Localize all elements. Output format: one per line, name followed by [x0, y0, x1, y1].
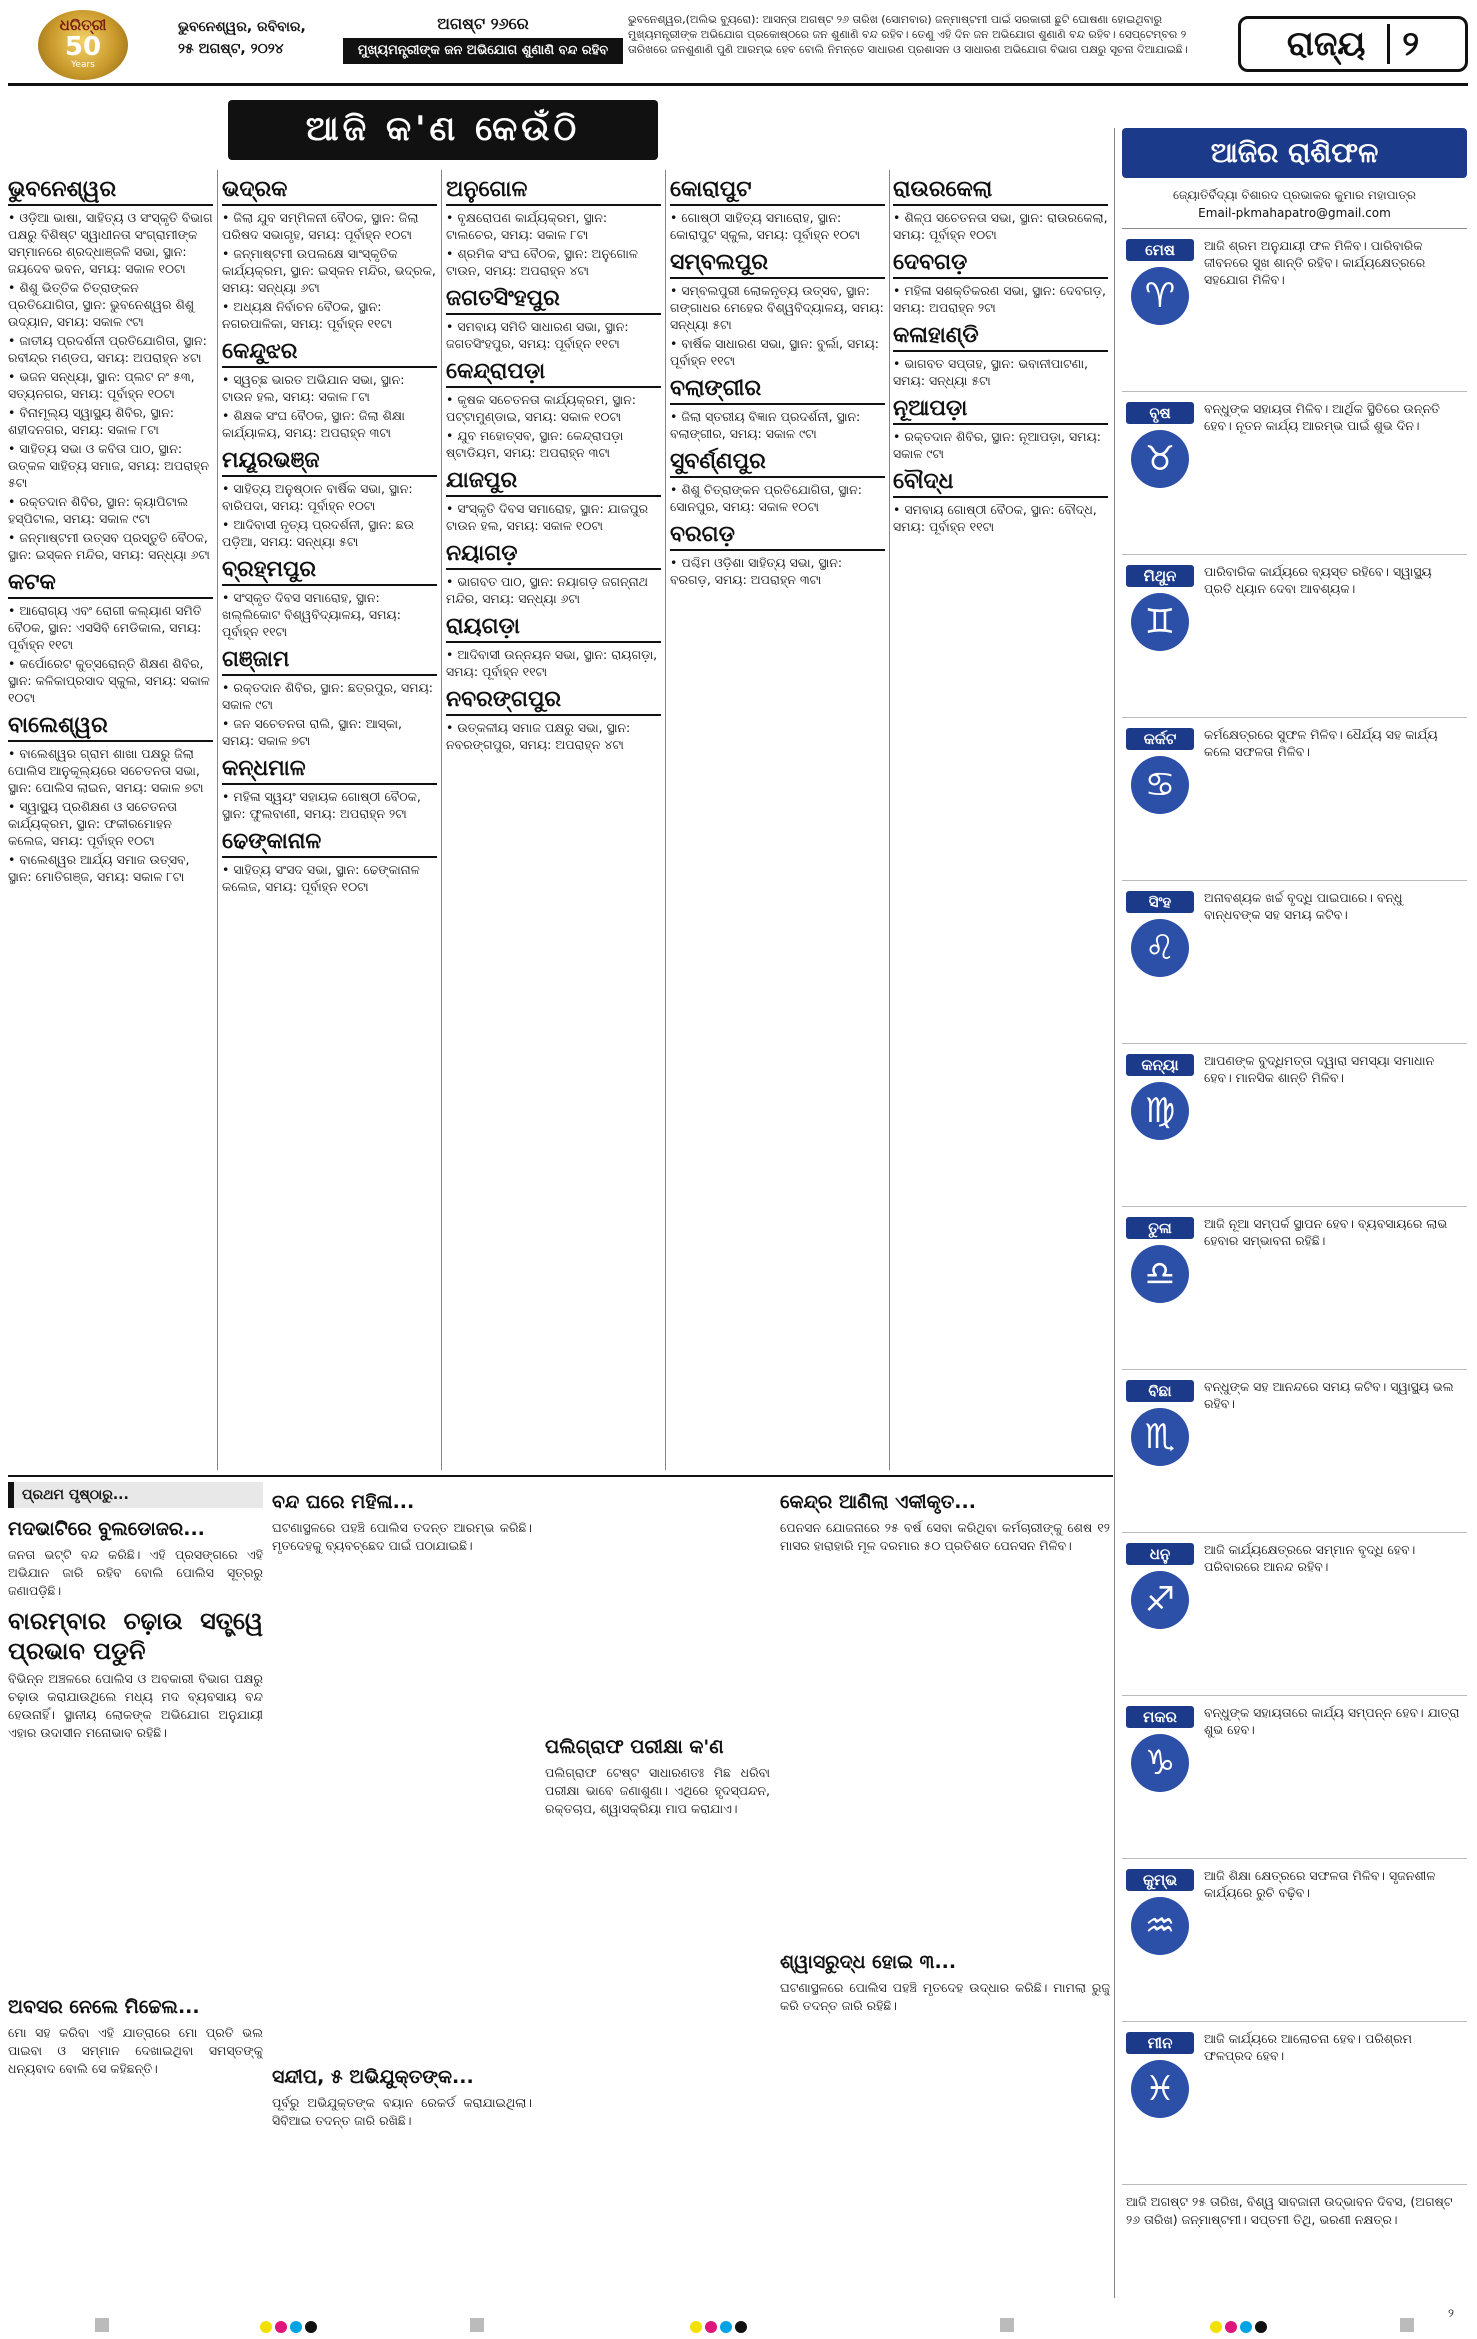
event-item: • ଜନ୍ମାଷ୍ଟମୀ ଉପଲକ୍ଷେ ସାଂସ୍କୃତିକ କାର୍ଯ୍ୟକ୍ରମ, ସ୍ଥାନ: ଇସ୍କନ ମନ୍ଦିର, ଭଦ୍ରକ, ସମୟ: ସନ୍ଧ୍ୟା ୬ଟା [222, 245, 437, 296]
column-divider [889, 170, 890, 1470]
district-heading: ଢେଙ୍କାନାଳ [222, 828, 437, 858]
sign-forecast: ଆଜି କାର୍ଯ୍ୟରେ ଆଲୋଚନା ହେବ। ପରିଶ୍ରମ ଫଳପ୍ରଦ ହେବ। [1204, 2031, 1412, 2063]
sign-name: କନ୍ୟା [1126, 1054, 1194, 1076]
district-heading: ଦେବଗଡ଼ [893, 249, 1108, 279]
sign-name: କର୍କଟ [1126, 728, 1194, 750]
horoscope-sign [1122, 2022, 1467, 2185]
horoscope-sign [1122, 555, 1467, 718]
zodiac-icon: ♐ [1131, 1571, 1189, 1629]
district-heading: କନ୍ଧମାଳ [222, 755, 437, 785]
story-suffocation [780, 1945, 1110, 2245]
event-item: • ବାର୍ଷିକ ସାଧାରଣ ସଭା, ସ୍ଥାନ: ବୁର୍ଲା, ସମୟ: ପୂର୍ବାହ୍ନ ୧୧ଟା [670, 335, 885, 369]
story-body: ଘଟଣାସ୍ଥଳରେ ପହଞ୍ଚି ପୋଲିସ ତଦନ୍ତ ଆରମ୍ଭ କରିଛି। ମୃତଦେହକୁ ବ୍ୟବଚ୍ଛେଦ ପାଇଁ ପଠାଯାଇଛି। [272, 1520, 532, 1553]
anniversary-number: 50 [64, 32, 102, 62]
astrologer-email: Email-pkmahapatro@gmail.com [1198, 206, 1391, 220]
sign-name: ମେଷ [1126, 239, 1194, 261]
color-registration-mark [260, 2318, 320, 2332]
zodiac-icon: ♋ [1131, 756, 1189, 814]
sign-name: ବୃଷ [1126, 402, 1194, 424]
zodiac-icon: ♈ [1131, 267, 1189, 325]
event-item: • ବୃକ୍ଷରୋପଣ କାର୍ଯ୍ୟକ୍ରମ, ସ୍ଥାନ: ଟାଲଚେର, ସମୟ: ସକାଳ ୮ଟା [446, 209, 661, 243]
district-heading: ବରଗଡ଼ [670, 521, 885, 551]
print-bar [1400, 2318, 1414, 2332]
event-item: • ସମ୍ବଲପୁରୀ ଲୋକନୃତ୍ୟ ଉତ୍ସବ, ସ୍ଥାନ: ଗଙ୍ଗାଧର ମେହେର ବିଶ୍ୱବିଦ୍ୟାଳୟ, ସମୟ: ସନ୍ଧ୍ୟା ୫ଟା [670, 282, 885, 333]
zodiac-icon: ♌ [1131, 919, 1189, 977]
district-heading: ବାଲେଶ୍ୱର [8, 712, 213, 742]
event-item: • ଉତ୍କଳୀୟ ସମାଜ ପକ୍ଷରୁ ସଭା, ସ୍ଥାନ: ନବରଙ୍ଗପୁର, ସମୟ: ଅପରାହ୍ନ ୪ଟା [446, 719, 661, 753]
district-block [893, 468, 1108, 535]
event-item: • ସଂସ୍କୃତ ଦିବସ ସମାରୋହ, ସ୍ଥାନ: ଖଲ୍ଲିକୋଟ ବିଶ୍ୱବିଦ୍ୟାଳୟ, ସମୟ: ପୂର୍ବାହ୍ନ ୧୧ଟା [222, 589, 437, 640]
color-registration-mark [690, 2318, 750, 2332]
top-headline [343, 14, 623, 64]
event-item: • ଶିଳ୍ପ ସଚେତନତା ସଭା, ସ୍ଥାନ: ରାଉରକେଲା, ସମୟ: ପୂର୍ବାହ୍ନ ୧୦ଟା [893, 209, 1108, 243]
event-item: • ସାହିତ୍ୟ ଅନୁଷ୍ଠାନ ବାର୍ଷିକ ସଭା, ସ୍ଥାନ: ବାରିପଦା, ସମୟ: ପୂର୍ବାହ୍ନ ୧୦ଟା [222, 480, 437, 514]
sign-badge [1126, 239, 1194, 325]
event-item: • ସମବାୟ ଗୋଷ୍ଠୀ ବୈଠକ, ସ୍ଥାନ: ବୌଦ୍ଧ, ସମୟ: ପୂର୍ବାହ୍ନ ୧୧ଟା [893, 501, 1108, 535]
sign-forecast: ବନ୍ଧୁଙ୍କ ସହାୟତାରେ କାର୍ଯ୍ୟ ସମ୍ପନ୍ନ ହେବ। ଯାତ୍ରା ଶୁଭ ହେବ। [1204, 1705, 1460, 1737]
dateline-date: ୨୫ ଅଗଷ୍ଟ, ୨୦୨୪ [178, 41, 284, 57]
event-item: • ଜାତୀୟ ପ୍ରଦର୍ଶନୀ ପ୍ରତିଯୋଗିତା, ସ୍ଥାନ: ରବୀନ୍ଦ୍ର ମଣ୍ଡପ, ସମୟ: ଅପରାହ୍ନ ୪ଟା [8, 332, 213, 366]
event-item: • ଶ୍ରମିକ ସଂଘ ବୈଠକ, ସ୍ଥାନ: ଅନୁଗୋଳ ଟାଉନ, ସମୟ: ଅପରାହ୍ନ ୪ଟା [446, 245, 661, 279]
story-pension [780, 1485, 1110, 1785]
sign-forecast: ଆଜି ଶିକ୍ଷା କ୍ଷେତ୍ରରେ ସଫଳତା ମିଳିବ। ସୃଜନଶୀଳ କାର୍ଯ୍ୟରେ ରୁଚି ବଢ଼ିବ। [1204, 1868, 1436, 1900]
horoscope-sign [1122, 1696, 1467, 1859]
event-item: • ସାହିତ୍ୟ ସଂସଦ ସଭା, ସ୍ଥାନ: ଢେଙ୍କାନାଳ କଲେଜ, ସମୟ: ପୂର୍ବାହ୍ନ ୧୦ଟା [222, 861, 437, 895]
event-item: • ବାଲେଶ୍ୱର ଗ୍ରାମ ଶାଖା ପକ୍ଷରୁ ଜିଲା ପୋଲିସ ଆନୁକୂଲ୍ୟରେ ସଚେତନତା ସଭା, ସ୍ଥାନ: ପୋଲିସ ଲାଇନ, ସମୟ: ସକାଳ ୭ଟା [8, 745, 213, 796]
story-body: ଘଟଣାସ୍ଥଳରେ ପୋଲିସ ପହଞ୍ଚି ମୃତଦେହ ଉଦ୍ଧାର କରିଛି। ମାମଲା ରୁଜୁ କରି ତଦନ୍ତ ଜାରି ରହିଛି। [780, 1980, 1110, 2013]
sign-badge [1126, 1543, 1194, 1629]
district-block [893, 176, 1108, 243]
event-item: • ଜନ୍ମାଷ୍ଟମୀ ଉତ୍ସବ ପ୍ରସ୍ତୁତି ବୈଠକ, ସ୍ଥାନ: ଇସ୍କନ ମନ୍ଦିର, ସମୟ: ସନ୍ଧ୍ୟା ୬ଟା [8, 529, 213, 563]
district-heading: ଭଦ୍ରକ [222, 176, 437, 206]
event-item: • ମହିଳା ସ୍ୱୟଂ ସହାୟକ ଗୋଷ୍ଠୀ ବୈଠକ, ସ୍ଥାନ: ଫୁଲବାଣୀ, ସମୟ: ଅପରାହ୍ନ ୨ଟା [222, 788, 437, 822]
sign-name: ମିଥୁନ [1126, 565, 1194, 587]
sign-forecast: ଆଜି ନୂଆ ସମ୍ପର୍କ ସ୍ଥାପନ ହେବ। ବ୍ୟବସାୟରେ ଲାଭ ହେବାର ସମ୍ଭାବନା ରହିଛି। [1204, 1216, 1448, 1248]
district-block [893, 395, 1108, 462]
horoscope-signs [1122, 229, 1467, 2185]
sign-badge [1126, 1380, 1194, 1466]
sign-badge [1126, 891, 1194, 977]
sign-badge [1126, 2032, 1194, 2118]
print-bar [95, 2318, 109, 2332]
sign-badge [1126, 1706, 1194, 1792]
district-heading: କଳାହାଣ୍ଡି [893, 322, 1108, 352]
district-block [446, 176, 661, 279]
events-banner: ଆଜି କ'ଣ କେଉଁଠି [228, 100, 658, 160]
district-heading: ଗଞ୍ଜାମ [222, 646, 437, 676]
sign-badge [1126, 565, 1194, 651]
event-item: • ପଶ୍ଚିମ ଓଡ଼ିଶା ସାହିତ୍ୟ ସଭା, ସ୍ଥାନ: ବରଗଡ଼, ସମୟ: ଅପରାହ୍ନ ୩ଟା [670, 554, 885, 588]
sign-badge [1126, 1054, 1194, 1140]
sign-badge [1126, 402, 1194, 488]
horoscope-sign [1122, 1370, 1467, 1533]
horoscope-title: ଆଜିର ରାଶିଫଳ [1122, 128, 1467, 178]
event-item: • ବିନାମୂଲ୍ୟ ସ୍ୱାସ୍ଥ୍ୟ ଶିବିର, ସ୍ଥାନ: ଶହୀଦନଗର, ସମୟ: ସକାଳ ୮ଟା [8, 404, 213, 438]
column-divider [441, 170, 442, 1470]
event-item: • ଭଜନ ସନ୍ଧ୍ୟା, ସ୍ଥାନ: ପ୍ଲଟ ନଂ ୫୩, ସତ୍ୟନଗର, ସମୟ: ପୂର୍ବାହ୍ନ ୧୦ଟା [8, 368, 213, 402]
horoscope-sign [1122, 1044, 1467, 1207]
horoscope-panel [1122, 128, 1467, 2298]
sign-forecast: ପାରିବାରିକ କାର୍ଯ୍ୟରେ ବ୍ୟସ୍ତ ରହିବେ। ସ୍ୱାସ୍ଥ୍ୟ ପ୍ରତି ଧ୍ୟାନ ଦେବା ଆବଶ୍ୟକ। [1204, 564, 1432, 596]
sign-forecast: ବନ୍ଧୁଙ୍କ ସହାୟତା ମିଳିବ। ଆର୍ଥିକ ସ୍ଥିତିରେ ଉନ୍ନତି ହେବ। ନୂତନ କାର୍ଯ୍ୟ ଆରମ୍ଭ ପାଇଁ ଶୁଭ ଦିନ। [1204, 401, 1440, 433]
dateline-place-day: ଭୁବନେଶ୍ୱର, ରବିବାର, [178, 19, 306, 35]
sign-badge [1126, 728, 1194, 814]
district-block [8, 712, 213, 885]
story-body: ପଲିଗ୍ରାଫ ଟେଷ୍ଟ ସାଧାରଣତଃ ମିଛ ଧରିବା ପରୀକ୍ଷା ଭାବେ ଜଣାଶୁଣା। ଏଥିରେ ହୃଦସ୍ପନ୍ଦନ, ରକ୍ତଚାପ, ଶ୍ୱାସକ୍ରିୟା ମାପ କରାଯାଏ। [545, 1765, 770, 1816]
event-item: • ଅଧ୍ୟକ୍ଷ ନିର୍ବାଚନ ବୈଠକ, ସ୍ଥାନ: ନଗରପାଳିକା, ସମୟ: ପୂର୍ବାହ୍ନ ୧୧ଟା [222, 298, 437, 332]
district-heading: ଭୁବନେଶ୍ୱର [8, 176, 213, 206]
events-column-1 [8, 170, 213, 1470]
district-block [8, 176, 213, 563]
event-item: • କର୍ପୋରେଟ କୁତ୍ସରୋନ୍ତି ଶିକ୍ଷଣ ଶିବିର, ସ୍ଥାନ: କଳିକାପ୍ରସାଦ ସ୍କୁଲ, ସମୟ: ସକାଳ ୧୦ଟା [8, 655, 213, 706]
event-item: • ଆଦିବାସୀ ଉନ୍ନୟନ ସଭା, ସ୍ଥାନ: ରାୟଗଡ଼ା, ସମୟ: ପୂର୍ବାହ୍ନ ୧୧ଟା [446, 646, 661, 680]
district-heading: ସମ୍ବଲପୁର [670, 249, 885, 279]
sign-forecast: ଆଜି କାର୍ଯ୍ୟକ୍ଷେତ୍ରରେ ସମ୍ମାନ ବୃଦ୍ଧି ହେବ। ପରିବାରରେ ଆନନ୍ଦ ରହିବ। [1204, 1542, 1416, 1574]
zodiac-icon: ♉ [1131, 430, 1189, 488]
event-item: • ସ୍ୱାସ୍ଥ୍ୟ ପ୍ରଶିକ୍ଷଣ ଓ ସଚେତନତା କାର୍ଯ୍ୟକ୍ରମ, ସ୍ଥାନ: ଫକୀରମୋହନ କଲେଜ, ସମୟ: ପୂର୍ବାହ୍ନ ୧୦ଟା [8, 798, 213, 849]
horoscope-sign [1122, 718, 1467, 881]
district-heading: ନୂଆପଡ଼ା [893, 395, 1108, 425]
top-headline-title: ମୁଖ୍ୟମନ୍ତ୍ରୀଙ୍କ ଜନ ଅଭିଯୋଗ ଶୁଣାଣି ବନ୍ଦ ରହିବ [343, 38, 623, 64]
astrologer-name: ଜ୍ୟୋତିର୍ବିଦ୍ୟା ବିଶାରଦ ପ୍ରଭାକର କୁମାର ମହାପାତ୍ର [1173, 188, 1416, 202]
event-item: • ରକ୍ତଦାନ ଶିବିର, ସ୍ଥାନ: ଛତ୍ରପୁର, ସମୟ: ସକାଳ ୯ଟା [222, 679, 437, 713]
event-item: • ମହିଳା ସଶକ୍ତିକରଣ ସଭା, ସ୍ଥାନ: ଦେବଗଡ଼, ସମୟ: ଅପରାହ୍ନ ୨ଟା [893, 282, 1108, 316]
continued-tag: ପ୍ରଥମ ପୃଷ୍ଠାରୁ... [8, 1482, 263, 1508]
column-divider [665, 170, 666, 1470]
district-block [222, 646, 437, 749]
brand-name: ଧରିତ୍ରୀ [59, 16, 107, 34]
event-item: • ସଂସ୍କୃତି ଦିବସ ସମାରୋହ, ସ୍ଥାନ: ଯାଜପୁର ଟାଉନ ହଲ, ସମୟ: ସକାଳ ୧୦ଟା [446, 500, 661, 534]
district-block [446, 686, 661, 753]
horoscope-sign [1122, 1533, 1467, 1696]
events-column-3 [446, 170, 661, 1470]
page-number: ୨ [1387, 24, 1419, 64]
zodiac-icon: ♓ [1131, 2060, 1189, 2118]
event-item: • ଶିଶୁ ଚିତ୍ରାଙ୍କନ ପ୍ରତିଯୋଗିତା, ସ୍ଥାନ: ସୋନପୁର, ସମୟ: ସକାଳ ୧୦ଟା [670, 481, 885, 515]
color-registration-mark [1210, 2318, 1270, 2332]
sign-forecast: ବନ୍ଧୁଙ୍କ ସହ ଆନନ୍ଦରେ ସମୟ କଟିବ। ସ୍ୱାସ୍ଥ୍ୟ ଭଲ ରହିବ। [1204, 1379, 1454, 1411]
district-heading: କଟକ [8, 569, 213, 599]
district-heading: କୋରାପୁଟ [670, 176, 885, 206]
district-block [446, 467, 661, 534]
district-heading: ରାୟଗଡ଼ା [446, 613, 661, 643]
district-block [222, 828, 437, 895]
district-block [446, 358, 661, 461]
event-item: • ଜନ ସଚେତନତା ରାଲି, ସ୍ଥାନ: ଆସ୍କା, ସମୟ: ସକାଳ ୭ଟା [222, 715, 437, 749]
district-heading: ନୟାଗଡ଼ [446, 540, 661, 570]
district-block [222, 556, 437, 640]
zodiac-icon: ♒ [1131, 1897, 1189, 1955]
zodiac-icon: ♎ [1131, 1245, 1189, 1303]
event-item: • ଓଡ଼ିଆ ଭାଷା, ସାହିତ୍ୟ ଓ ସଂସ୍କୃତି ବିଭାଗ ପକ୍ଷରୁ ବିଶିଷ୍ଟ ସ୍ୱାଧୀନତା ସଂଗ୍ରାମୀଙ୍କ ସମ୍ମାନରେ ଶ୍ରଦ୍ଧାଞ୍ଜଳି ସଭା, ସ୍ଥାନ: ଜୟଦେବ ଭବନ, ସମୟ: ସକାଳ ୧୦ଟା [8, 209, 213, 277]
horoscope-sign [1122, 881, 1467, 1044]
district-block [446, 613, 661, 680]
story-headline: ପଲିଗ୍ରାଫ ପରୀକ୍ଷା କ'ଣ [545, 1736, 724, 1758]
event-item: • ରକ୍ତଦାନ ଶିବିର, ସ୍ଥାନ: ନୂଆପଡ଼ା, ସମୟ: ସକାଳ ୯ଟା [893, 428, 1108, 462]
section-name [1238, 16, 1468, 72]
district-block [893, 322, 1108, 389]
sign-forecast: ଆଜି ଶ୍ରମ ଅନୁଯାୟୀ ଫଳ ମିଳିବ। ପାରିବାରିକ ଜୀବନରେ ସୁଖ ଶାନ୍ତି ରହିବ। କାର୍ଯ୍ୟକ୍ଷେତ୍ରରେ ସହଯୋଗ ମିଳିବ। [1204, 238, 1426, 287]
event-item: • ଆଦିବାସୀ ନୃତ୍ୟ ପ୍ରଦର୍ଶନୀ, ସ୍ଥାନ: ଛଉ ପଡ଼ିଆ, ସମୟ: ସନ୍ଧ୍ୟା ୫ଟା [222, 516, 437, 550]
district-heading: ରାଉରକେଲା [893, 176, 1108, 206]
district-block [670, 249, 885, 369]
top-headline-tag: ଅଗଷ୍ଟ ୨୬ରେ [437, 14, 529, 33]
sign-forecast: କର୍ମକ୍ଷେତ୍ରରେ ସୁଫଳ ମିଳିବ। ଧୈର୍ଯ୍ୟ ସହ କାର୍ଯ୍ୟ କଲେ ସଫଳତା ମିଳିବ। [1204, 727, 1438, 759]
column-divider [1114, 128, 1115, 2298]
sign-forecast: ଆପଣଙ୍କ ବୁଦ୍ଧିମତ୍ତା ଦ୍ୱାରା ସମସ୍ୟା ସମାଧାନ ହେବ। ମାନସିକ ଶାନ୍ତି ମିଳିବ। [1204, 1053, 1435, 1085]
district-heading: ମୟୂରଭଞ୍ଜ [222, 447, 437, 477]
sign-name: କୁମ୍ଭ [1126, 1869, 1194, 1891]
district-block [222, 176, 437, 332]
story-woman [272, 1485, 532, 1785]
events-column-2 [222, 170, 437, 1470]
story-bulldozer [8, 1512, 263, 1942]
brand-logo [38, 10, 128, 80]
district-heading: ବ୍ରହ୍ମପୁର [222, 556, 437, 586]
horoscope-sign [1122, 1207, 1467, 1370]
district-block [446, 285, 661, 352]
district-heading: ବଲାଙ୍ଗୀର [670, 375, 885, 405]
event-item: • ଭାଗବତ ସପ୍ତାହ, ସ୍ଥାନ: ଭବାନୀପାଟଣା, ସମୟ: ସନ୍ଧ୍ୟା ୫ଟା [893, 355, 1108, 389]
print-bar [1000, 2318, 1014, 2332]
sign-name: ଧନୁ [1126, 1543, 1194, 1565]
zodiac-icon: ♏ [1131, 1408, 1189, 1466]
event-item: • ଯୁବ ମହୋତ୍ସବ, ସ୍ଥାନ: କେନ୍ଦ୍ରାପଡ଼ା ଷ୍ଟାଡିୟମ, ସମୟ: ଅପରାହ୍ନ ୩ଟା [446, 427, 661, 461]
event-item: • ଜିଲା ଯୁବ ସମ୍ମିଳନୀ ବୈଠକ, ସ୍ଥାନ: ଜିଲା ପରିଷଦ ସଭାଗୃହ, ସମୟ: ପୂର୍ବାହ୍ନ ୧୦ଟା [222, 209, 437, 243]
event-item: • ଜିଲା ସ୍ତରୀୟ ବିଜ୍ଞାନ ପ୍ରଦର୍ଶନୀ, ସ୍ଥାନ: ବଲାଙ୍ଗୀର, ସମୟ: ସକାଳ ୯ଟା [670, 408, 885, 442]
sign-name: ମୀନ [1126, 2032, 1194, 2054]
zodiac-icon: ♍ [1131, 1082, 1189, 1140]
story-body: ପେନସନ ଯୋଜନାରେ ୨୫ ବର୍ଷ ସେବା କରିଥିବା କର୍ମଚାରୀଙ୍କୁ ଶେଷ ୧୨ ମାସର ହାରାହାରି ମୂଳ ଦରମାର ୫୦ ପ୍ରତିଶତ ପେନସନ ମିଳିବ। [780, 1520, 1110, 1553]
top-headline-body: ଭୁବନେଶ୍ୱର,(ଅଲିଭ ବ୍ୟୁରୋ): ଆସନ୍ତା ଅଗଷ୍ଟ ୨୬ ତାରିଖ (ସୋମବାର) ଜନ୍ମାଷ୍ଟମୀ ପାଇଁ ସରକାରୀ ଛୁଟି ଘୋଷଣା ହୋଇଥିବାରୁ ମୁଖ୍ୟମନ୍ତ୍ରୀଙ୍କ ଅଭିଯୋଗ ପ୍ରକୋଷ୍ଠରେ ଜନ ଶୁଣାଣି ବନ୍ଦ ରହିବ। ତେଣୁ ଏହି ଦିନ ଜନ ଅଭିଯୋଗ ଶୁଣାଣି ବନ୍ଦ ରହିବ। ସେପ୍ଟେମ୍ବର ୨ ତାରିଖରେ ଜନଶୁଣାଣି ପୁଣି ଆରମ୍ଭ ହେବ ବୋଲି ନିମନ୍ତେ ସାଧାରଣ ପ୍ରଶାସନ ଓ ସାଧାରଣ ଅଭିଯୋଗ ବିଭାଗ ପକ୍ଷରୁ ସୂଚନା ଦିଆଯାଇଛି। [628, 13, 1188, 56]
section-rule [8, 1475, 1113, 1477]
event-item: • ସାହିତ୍ୟ ସଭା ଓ କବିତା ପାଠ, ସ୍ଥାନ: ଉତ୍କଳ ସାହିତ୍ୟ ସମାଜ, ସମୟ: ଅପରାହ୍ନ ୫ଟା [8, 440, 213, 491]
district-block [670, 448, 885, 515]
story-sandip [272, 2060, 532, 2290]
story-body: ମୋ ସହ କରିବା ଏହି ଯାତ୍ରାରେ ମୋ ପ୍ରତି ଭଲ ପାଇବା ଓ ସମ୍ମାନ ଦେଖାଇଥିବା ସମସ୍ତଙ୍କୁ ଧନ୍ୟବାଦ ବୋଲି ସେ କହିଛନ୍ତି। [8, 2025, 263, 2076]
dateline [178, 16, 328, 60]
horoscope-credit [1122, 186, 1467, 229]
sign-badge [1126, 1217, 1194, 1303]
district-block [8, 569, 213, 706]
story-headline: ସନ୍ଦୀପ, ୫ ଅଭିଯୁକ୍ତଙ୍କ... [272, 2066, 474, 2088]
event-item: • କୃଷକ ସଚେତନତା କାର୍ଯ୍ୟକ୍ରମ, ସ୍ଥାନ: ପଟ୍ଟାମୁଣ୍ଡାଇ, ସମୟ: ସକାଳ ୧୦ଟା [446, 391, 661, 425]
story-headline: କେନ୍ଦ୍ର ଆଣିଲା ଏକୀକୃତ... [780, 1491, 976, 1513]
sign-forecast: ଅନାବଶ୍ୟକ ଖର୍ଚ୍ଚ ବୃଦ୍ଧି ପାଇପାରେ। ବନ୍ଧୁ ବାନ୍ଧବଙ୍କ ସହ ସମୟ କଟିବ। [1204, 890, 1403, 922]
events-column-4 [670, 170, 885, 1470]
sign-name: ମକର [1126, 1706, 1194, 1728]
event-item: • ଶିକ୍ଷକ ସଂଘ ବୈଠକ, ସ୍ଥାନ: ଜିଲା ଶିକ୍ଷା କାର୍ଯ୍ୟାଳୟ, ସମୟ: ଅପରାହ୍ନ ୩ଟା [222, 407, 437, 441]
story-headline: ବନ୍ଦ ଘରେ ମହିଳା... [272, 1491, 415, 1513]
sign-name: ବିଛା [1126, 1380, 1194, 1402]
event-item: • ଆରୋଗ୍ୟ ଏବଂ ରୋଗୀ କଲ୍ୟାଣ ସମିତି ବୈଠକ, ସ୍ଥାନ: ଏସସିବି ମେଡିକାଲ, ସମୟ: ପୂର୍ବାହ୍ନ ୧୧ଟା [8, 602, 213, 653]
story-mitchell [8, 1990, 263, 2290]
story-headline: ଅବସର ନେଲେ ମିଚ୍ଚେଲ... [8, 1996, 200, 2018]
story-body: ଜନତା ଭଟ୍ଟି ବନ୍ଦ କରିଛି। ଏହି ପ୍ରସଙ୍ଗରେ ଏହି ଅଭିଯାନ ଜାରି ରହିବ ବୋଲି ପୋଲିସ ସୂତ୍ରରୁ ଜଣାପଡ଼ିଛି। [8, 1547, 263, 1598]
story-body: ବିଭିନ୍ନ ଅଞ୍ଚଳରେ ପୋଲିସ ଓ ଅବକାରୀ ବିଭାଗ ପକ୍ଷରୁ ଚଢ଼ାଉ କରାଯାଉଥିଲେ ମଧ୍ୟ ମଦ ବ୍ୟବସାୟ ବନ୍ଦ ହେଉନାହିଁ। ସ୍ଥାନୀୟ ଲୋକଙ୍କ ଅଭିଯୋଗ ଅନୁଯାୟୀ ଏହାର ଉଦାସୀନ ମନୋଭାବ ରହିଛି। [8, 1671, 263, 1740]
district-block [893, 249, 1108, 316]
district-block [670, 375, 885, 442]
masthead [8, 6, 1468, 86]
events-column-5 [893, 170, 1108, 1470]
district-heading: ଜଗତସିଂହପୁର [446, 285, 661, 315]
story-polygraph [545, 1730, 770, 2030]
event-item: • ଶିଶୁ ଭିତ୍ତିକ ଚିତ୍ରାଙ୍କନ ପ୍ରତିଯୋଗିତା, ସ୍ଥାନ: ଭୁବନେଶ୍ୱର ଶିଶୁ ଉଦ୍ୟାନ, ସମୟ: ସକାଳ ୯ଟା [8, 279, 213, 330]
zodiac-icon: ♑ [1131, 1734, 1189, 1792]
panjika-text: ଆଜି ଅଗଷ୍ଟ ୨୫ ତାରିଖ, ବିଶ୍ୱ ସାବଜାନୀ ଉଦ୍ଭାବନ ଦିବସ, (ଅଗଷ୍ଟ ୨୬ ତାରିଖ) ଜନ୍ମାଷ୍ଟମୀ। ସପ୍ତମୀ ତିଥି, ଭରଣୀ ନକ୍ଷତ୍ର। [1126, 2194, 1453, 2227]
district-heading: ନବରଙ୍ଗପୁର [446, 686, 661, 716]
story-headline: ବାରମ୍ବାର ଚଢ଼ାଉ ସତ୍ତ୍ୱେ ପ୍ରଭାବ ପଡୁନି [8, 1607, 263, 1665]
district-block [222, 755, 437, 822]
district-heading: କେନ୍ଦ୍ରାପଡ଼ା [446, 358, 661, 388]
story-body: ପୂର୍ବରୁ ଅଭିଯୁକ୍ତଙ୍କ ବୟାନ ରେକର୍ଡ କରାଯାଇଥିଲା। ସିବିଆଇ ତଦନ୍ତ ଜାରି ରଖିଛି। [272, 2095, 532, 2128]
district-heading: କେନ୍ଦୁଝର [222, 338, 437, 368]
anniversary-label: Years [71, 60, 95, 70]
zodiac-icon: ♊ [1131, 593, 1189, 651]
sign-badge [1126, 1869, 1194, 1955]
story-headline: ମଦଭାଟିରେ ବୁଲଡୋଜର... [8, 1518, 205, 1540]
event-item: • ଗୋଷ୍ଠୀ ସାହିତ୍ୟ ସମାରୋହ, ସ୍ଥାନ: କୋରାପୁଟ ସ୍କୁଲ, ସମୟ: ପୂର୍ବାହ୍ନ ୧୦ଟା [670, 209, 885, 243]
event-item: • ଭାଗବତ ପାଠ, ସ୍ଥାନ: ନୟାଗଡ଼ ଜଗନ୍ନାଥ ମନ୍ଦିର, ସମୟ: ସନ୍ଧ୍ୟା ୬ଟା [446, 573, 661, 607]
print-bar [470, 2318, 484, 2332]
district-block [670, 521, 885, 588]
horoscope-sign [1122, 1859, 1467, 2022]
sign-name: ତୁଳା [1126, 1217, 1194, 1239]
event-item: • ସମବାୟ ସମିତି ସାଧାରଣ ସଭା, ସ୍ଥାନ: ଜଗତସିଂହପୁର, ସମୟ: ପୂର୍ବାହ୍ନ ୧୧ଟା [446, 318, 661, 352]
event-item: • ସ୍ୱଚ୍ଛ ଭାରତ ଅଭିଯାନ ସଭା, ସ୍ଥାନ: ଟାଉନ ହଲ, ସମୟ: ସକାଳ ୮ଟା [222, 371, 437, 405]
horoscope-sign [1122, 392, 1467, 555]
district-block [222, 338, 437, 441]
column-divider [217, 170, 218, 1470]
sign-name: ସିଂହ [1126, 891, 1194, 913]
district-block [446, 540, 661, 607]
district-heading: ସୁବର୍ଣ୍ଣପୁର [670, 448, 885, 478]
district-heading: ଯାଜପୁର [446, 467, 661, 497]
district-heading: ଅନୁଗୋଳ [446, 176, 661, 206]
district-heading: ବୌଦ୍ଧ [893, 468, 1108, 498]
horoscope-sign [1122, 229, 1467, 392]
section-title: ରାଜ୍ୟ [1286, 24, 1366, 64]
event-item: • ବାଲେଶ୍ୱର ଆର୍ଯ୍ୟ ସମାଜ ଉତ୍ସବ, ସ୍ଥାନ: ମୋତିଗଞ୍ଜ, ସମୟ: ସକାଳ ୮ଟା [8, 851, 213, 885]
story-headline: ଶ୍ୱାସରୁଦ୍ଧ ହୋଇ ୩... [780, 1951, 957, 1973]
district-block [222, 447, 437, 550]
district-block [670, 176, 885, 243]
page-folio: ୨ [1448, 2306, 1454, 2320]
event-item: • ରକ୍ତଦାନ ଶିବିର, ସ୍ଥାନ: କ୍ୟାପିଟାଲ ହସ୍ପିଟାଲ, ସମୟ: ସକାଳ ୯ଟା [8, 493, 213, 527]
